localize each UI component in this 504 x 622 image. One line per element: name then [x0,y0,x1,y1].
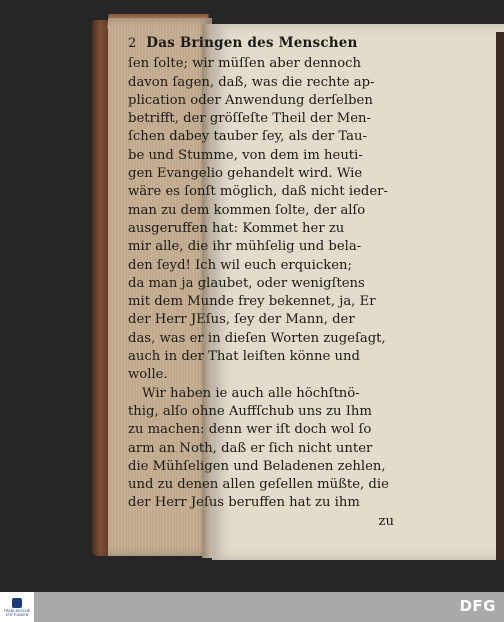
text-line: auch in der That leiſten könne und [128,349,360,365]
text-line: ſchen dabey tauber ſey, als der Tau- [128,129,367,145]
running-head: Das Bringen des Menschen [146,35,358,51]
text-line: da man ja glaubet, oder wenigſtens [128,275,365,291]
library-logo-text: FRANCKESCHE STIFTUNGEN [3,608,31,617]
text-line: ſen ſolte; wir müſſen aber dennoch [128,56,362,72]
library-logo-icon [12,598,22,608]
text-line: thig, alſo ohne Auffſchub uns zu Ihm [128,403,372,419]
catchword: zu [378,513,394,529]
text-line: ausgeruffen hat: Kommet her zu [128,220,345,236]
page-lines [128,55,400,512]
page-text-block [128,34,400,531]
text-line: der Herr Jeſus beruffen hat zu ihm [128,495,360,511]
text-line: den ſeyd! Ich wil euch erquicken; [128,257,352,273]
footer-bar [0,592,504,622]
library-logo[interactable] [0,592,34,622]
text-line: betrifft, der gröſſeſte Theil der Men- [128,111,372,127]
text-line: der Herr JEſus, ſey der Mann, der [128,312,355,328]
text-line: wolle. [128,367,168,383]
text-line: davon ſagen, daß, was die rechte ap- [128,74,375,90]
text-line: mir alle, die ihr mühſelig und bela- [128,239,362,255]
page-number: 2 [128,36,137,51]
text-line: wäre es ſonſt möglich, daß nicht ieder- [128,184,388,200]
text-line: plication oder Anwendung derſelben [128,92,373,108]
text-line: und zu denen allen geſellen müßte, die [128,477,389,493]
text-line: arm an Noth, daß er ſich nicht unter [128,440,373,456]
text-line: man zu dem kommen ſolte, der alſo [128,202,366,218]
dfg-logo[interactable]: DFG [459,597,496,615]
text-line: be und Stumme, von dem im heuti- [128,147,363,163]
text-line: das, was er in dieſen Worten zugeſagt, [128,330,386,346]
text-line: mit dem Munde frey bekennet, ja, Er [128,294,376,310]
text-line: Wir haben ie auch alle höchſtnö- [142,385,360,401]
text-line: zu machen: denn wer iſt doch wol ſo [128,422,372,438]
text-line: gen Evangelio gehandelt wird. Wie [128,166,363,182]
text-line: die Mühſeligen und Beladenen zehlen, [128,458,386,474]
next-page-edge [496,32,504,560]
page-header [128,34,400,53]
